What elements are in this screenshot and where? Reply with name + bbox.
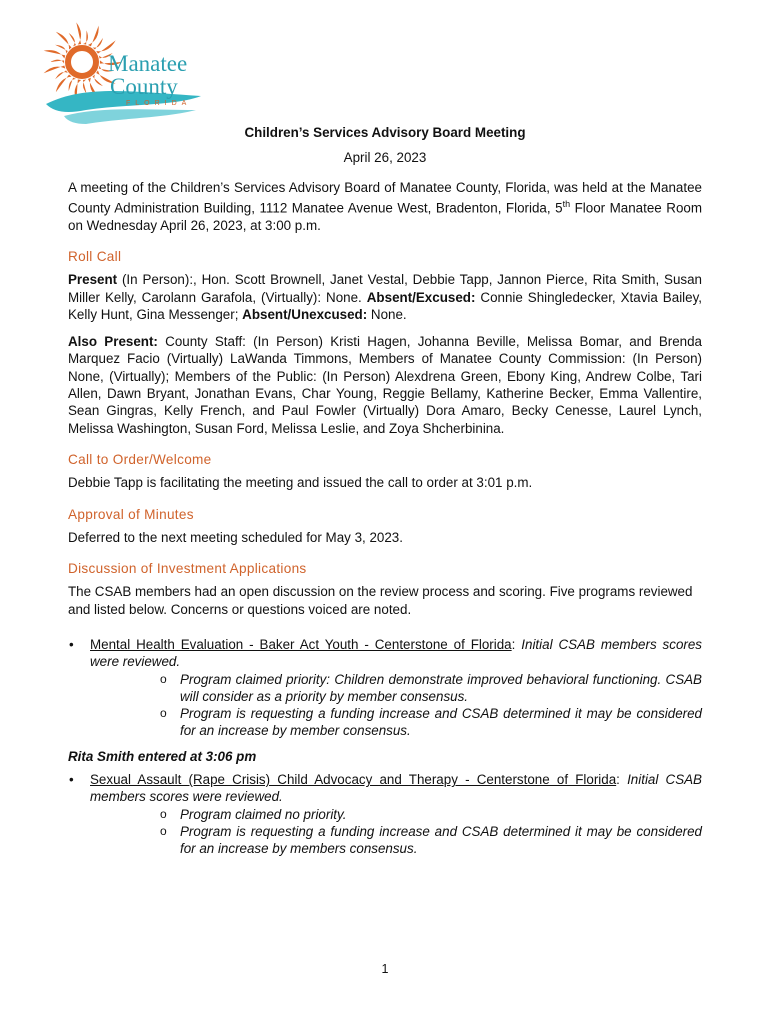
call-to-order-heading: Call to Order/Welcome xyxy=(68,451,212,467)
manatee-county-logo xyxy=(26,14,236,129)
also-present-paragraph xyxy=(68,333,702,437)
logo-word-county: County xyxy=(110,74,178,99)
call-to-order-text: Debbie Tapp is facilitating the meeting and issued the call to order at 3:01 p.m. xyxy=(68,475,533,491)
program-note-1: Initial CSAB members scores were reviewed. xyxy=(90,637,702,670)
sun-ray xyxy=(44,65,66,73)
document-body xyxy=(68,124,702,858)
excused-label: Absent/Excused: xyxy=(366,289,476,305)
sun-core xyxy=(68,48,96,76)
sub-list-item: o Program is requesting a funding increase and CSAB determined it may be considered for an increase by members consensus. xyxy=(158,823,702,858)
sun-ray xyxy=(83,30,88,44)
intro-sup: th xyxy=(562,198,571,209)
also-present-label: Also Present: xyxy=(68,334,158,350)
page-number: 1 xyxy=(381,962,389,976)
program-title-2: Sexual Assault (Rape Crisis) Child Advocacy and Therapy - Centerstone of Florida xyxy=(90,772,617,788)
excused-text: Connie Shingledecker, Xtavia Bailey, Kelly Hunt, Gina Messenger; xyxy=(68,289,703,322)
investment-list xyxy=(68,636,702,740)
present-label: Present xyxy=(68,272,118,288)
also-present-text: County Staff: (In Person) Kristi Hagen, Johanna Beville, Melissa Bomar, and Brenda Marquez Facio (Virtually) LaWanda Timmons, Members of Manatee County Commission: (In Person) None, (Virtually); Members of the Public: (In Person) Alexdrena Green, Ebony King, Andrew Colbe, Tari Allen, Dawn Bryant, Jonathan Evans, Char Young, Reggie Bellamy, Katherine Becker, Emma Vallentire, Sean Gingras, Kelly French, and Paul Fowler (Virtually) Dora Amaro, Becky Cenesse, Laurel Lynch, Melissa Washington, Susan Ford, Melissa Leslie, and Zoya Shcherbinina. xyxy=(68,334,702,436)
unexcused-label: Absent/Unexcused: xyxy=(242,306,368,322)
discussion-heading: Discussion of Investment Applications xyxy=(68,561,307,577)
list-item: • Mental Health Evaluation - Baker Act Youth - Centerstone of Florida: Initial CSAB members scores were reviewed. o Program claimed priority: Children demonstrate improved behavioral functioning. CSAB will consider as a priority by member consensus. o Program is requesting a funding increase and CSAB determined it may be considered for an increase by member consensus. xyxy=(68,636,702,740)
intro-text-1: A meeting of the Children’s Services Advisory Board of Manatee County, Florida, was held at the Manatee County Administration Building, 1112 Manatee Avenue West, Bradenton, Florida, 5 xyxy=(68,179,702,216)
present-text: (In Person):, Hon. Scott Brownell, Janet Vestal, Debbie Tapp, Jannon Pierce, Rita Smith, Susan Miller Kelly, Carolann Garafola, (Virtually): None. xyxy=(68,272,702,305)
program-note-2: Initial CSAB members scores were reviewed. xyxy=(90,772,702,805)
intro-text-2: Floor Manatee Room on Wednesday April 26, 2023, at 3:00 p.m. xyxy=(68,200,702,233)
discussion-text: The CSAB members had an open discussion on the review process and scoring. Five programs reviewed and listed below. Concerns or questions voiced are noted. xyxy=(68,584,693,617)
list-item: • Sexual Assault (Rape Crisis) Child Advocacy and Therapy - Centerstone of Florida: Initial CSAB members scores were reviewed. o Program claimed no priority. o Program is requesting a funding increase and CSAB determined it may be considered for an increase by members consensus. xyxy=(68,771,702,857)
present-paragraph xyxy=(68,271,702,323)
sub-list-item: o Program is requesting a funding increase and CSAB determined it may be considered for an increase by member consensus. xyxy=(158,705,702,740)
sun-ray xyxy=(83,80,87,94)
water-wave-2 xyxy=(64,109,196,124)
approval-minutes-heading: Approval of Minutes xyxy=(68,506,194,522)
sun-ray xyxy=(50,60,64,64)
unexcused-text: None. xyxy=(367,306,407,322)
sun-ray xyxy=(76,22,81,44)
meeting-date: April 26, 2023 xyxy=(343,150,427,166)
investment-list-2 xyxy=(68,771,702,857)
sun-ray xyxy=(44,50,66,58)
sub-list-item: o Program claimed priority: Children demonstrate improved behavioral functioning. CSAB will consider as a priority by member consensus. xyxy=(158,671,702,706)
sun-ray xyxy=(56,32,72,50)
sun-ray xyxy=(69,78,76,91)
sun-ray xyxy=(88,26,99,47)
intro-paragraph xyxy=(68,179,702,234)
entered-note: Rita Smith entered at 3:06 pm xyxy=(68,748,257,764)
roll-call-heading: Roll Call xyxy=(68,248,122,264)
meeting-title: Children’s Services Advisory Board Meeting xyxy=(244,125,526,140)
program-title-1: Mental Health Evaluation - Baker Act Youth - Centerstone of Florida xyxy=(90,637,512,652)
logo-word-florida: FLORIDA xyxy=(126,100,192,107)
sub-list-item: o Program claimed no priority. xyxy=(158,806,702,823)
sun-ray xyxy=(69,33,76,46)
sun-ray xyxy=(55,70,68,79)
sub-list-1 xyxy=(90,671,702,740)
logo-word-manatee: Manatee xyxy=(108,51,188,76)
sub-list-2 xyxy=(90,806,702,858)
approval-minutes-text: Deferred to the next meeting scheduled for May 3, 2023. xyxy=(68,529,403,545)
